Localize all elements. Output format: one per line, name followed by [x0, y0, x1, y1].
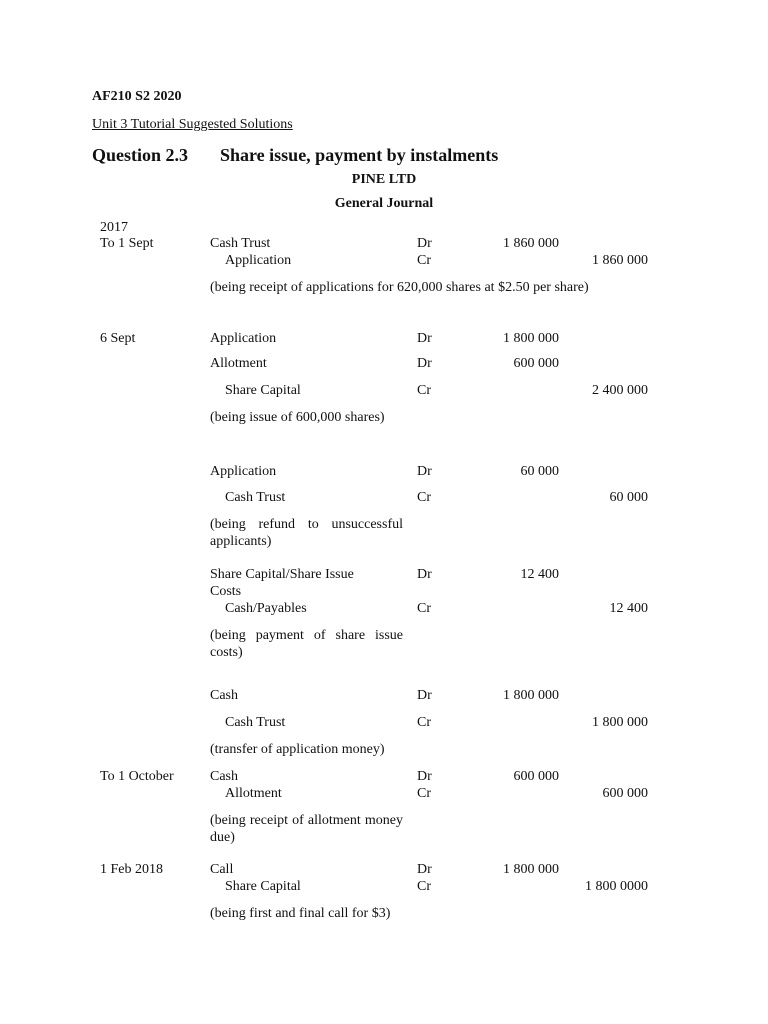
journal-line [0, 583, 768, 600]
entry-narration: (being issue of 600,000 shares) [210, 410, 385, 425]
journal-line [0, 600, 768, 617]
journal-title: General Journal [334, 196, 434, 211]
journal-line [0, 687, 768, 704]
credit-amount: 1 860 000 [592, 253, 648, 268]
dr-cr-indicator: Dr [417, 769, 432, 784]
credit-amount: 1 800 0000 [585, 879, 648, 894]
debit-amount: 1 800 000 [503, 331, 559, 346]
entry-narration: (being refund to unsuccessful applicants) [210, 517, 403, 549]
account-name: Cash [210, 769, 238, 784]
account-name: Application [210, 331, 277, 346]
account-name: Cash/Payables [225, 601, 307, 616]
entry-narration: (being receipt of applications for 620,000 shares at $2.50 per share) [210, 280, 589, 295]
dr-cr-indicator: Cr [417, 490, 431, 505]
unit-title: Unit 3 Tutorial Suggested Solutions [92, 117, 293, 132]
journal-line [0, 355, 768, 372]
entry-date: To 1 October [100, 769, 174, 784]
dr-cr-indicator: Dr [417, 862, 432, 877]
account-name: Share Capital [225, 383, 301, 398]
dr-cr-indicator: Dr [417, 464, 432, 479]
debit-amount: 1 800 000 [503, 688, 559, 703]
journal-line [0, 489, 768, 506]
debit-amount: 60 000 [520, 464, 559, 479]
debit-amount: 600 000 [513, 769, 559, 784]
account-name: Cash Trust [225, 715, 286, 730]
account-name: Allotment [225, 786, 282, 801]
journal-line [0, 566, 768, 583]
dr-cr-indicator: Dr [417, 567, 432, 582]
dr-cr-indicator: Cr [417, 253, 431, 268]
account-name: Share Capital [225, 879, 301, 894]
account-name: Cash Trust [225, 490, 286, 505]
credit-amount: 1 800 000 [592, 715, 648, 730]
account-name: Application [210, 464, 277, 479]
journal-year: 2017 [100, 220, 128, 235]
account-name: Call [210, 862, 234, 877]
entry-narration: (being first and final call for $3) [210, 906, 391, 921]
journal-line [0, 785, 768, 802]
entry-date: 1 Feb 2018 [100, 862, 163, 877]
dr-cr-indicator: Dr [417, 236, 432, 251]
credit-amount: 12 400 [609, 601, 648, 616]
dr-cr-indicator: Dr [417, 331, 432, 346]
journal-line [0, 878, 768, 895]
journal-line [0, 382, 768, 399]
credit-amount: 60 000 [609, 490, 648, 505]
entry-date: 6 Sept [100, 331, 136, 346]
account-name: Application [225, 253, 292, 268]
debit-amount: 12 400 [520, 567, 559, 582]
account-name: Share Capital/Share Issue [210, 567, 354, 582]
journal-line [0, 463, 768, 480]
dr-cr-indicator: Dr [417, 688, 432, 703]
course-code: AF210 S2 2020 [92, 89, 182, 104]
entry-narration: (being receipt of allotment money due) [210, 813, 403, 845]
journal-line [0, 861, 768, 878]
account-name: Cash Trust [210, 236, 271, 251]
journal-line [0, 252, 768, 269]
question-number: Question 2.3 [92, 145, 189, 165]
journal-line [0, 768, 768, 785]
company-name: PINE LTD [351, 172, 417, 187]
question-title: Share issue, payment by instalments [220, 145, 499, 165]
journal-line [0, 235, 768, 252]
entry-narration: (being payment of share issue costs) [210, 628, 403, 660]
journal-line [0, 714, 768, 731]
journal-line [0, 330, 768, 347]
entry-date: To 1 Sept [100, 236, 154, 251]
debit-amount: 1 800 000 [503, 862, 559, 877]
account-name-continued: Costs [210, 584, 242, 599]
dr-cr-indicator: Cr [417, 383, 431, 398]
account-name: Allotment [210, 356, 267, 371]
dr-cr-indicator: Cr [417, 879, 431, 894]
debit-amount: 1 860 000 [503, 236, 559, 251]
dr-cr-indicator: Cr [417, 786, 431, 801]
entry-narration: (transfer of application money) [210, 742, 385, 757]
dr-cr-indicator: Cr [417, 601, 431, 616]
credit-amount: 2 400 000 [592, 383, 648, 398]
credit-amount: 600 000 [602, 786, 648, 801]
dr-cr-indicator: Cr [417, 715, 431, 730]
debit-amount: 600 000 [513, 356, 559, 371]
account-name: Cash [210, 688, 238, 703]
dr-cr-indicator: Dr [417, 356, 432, 371]
